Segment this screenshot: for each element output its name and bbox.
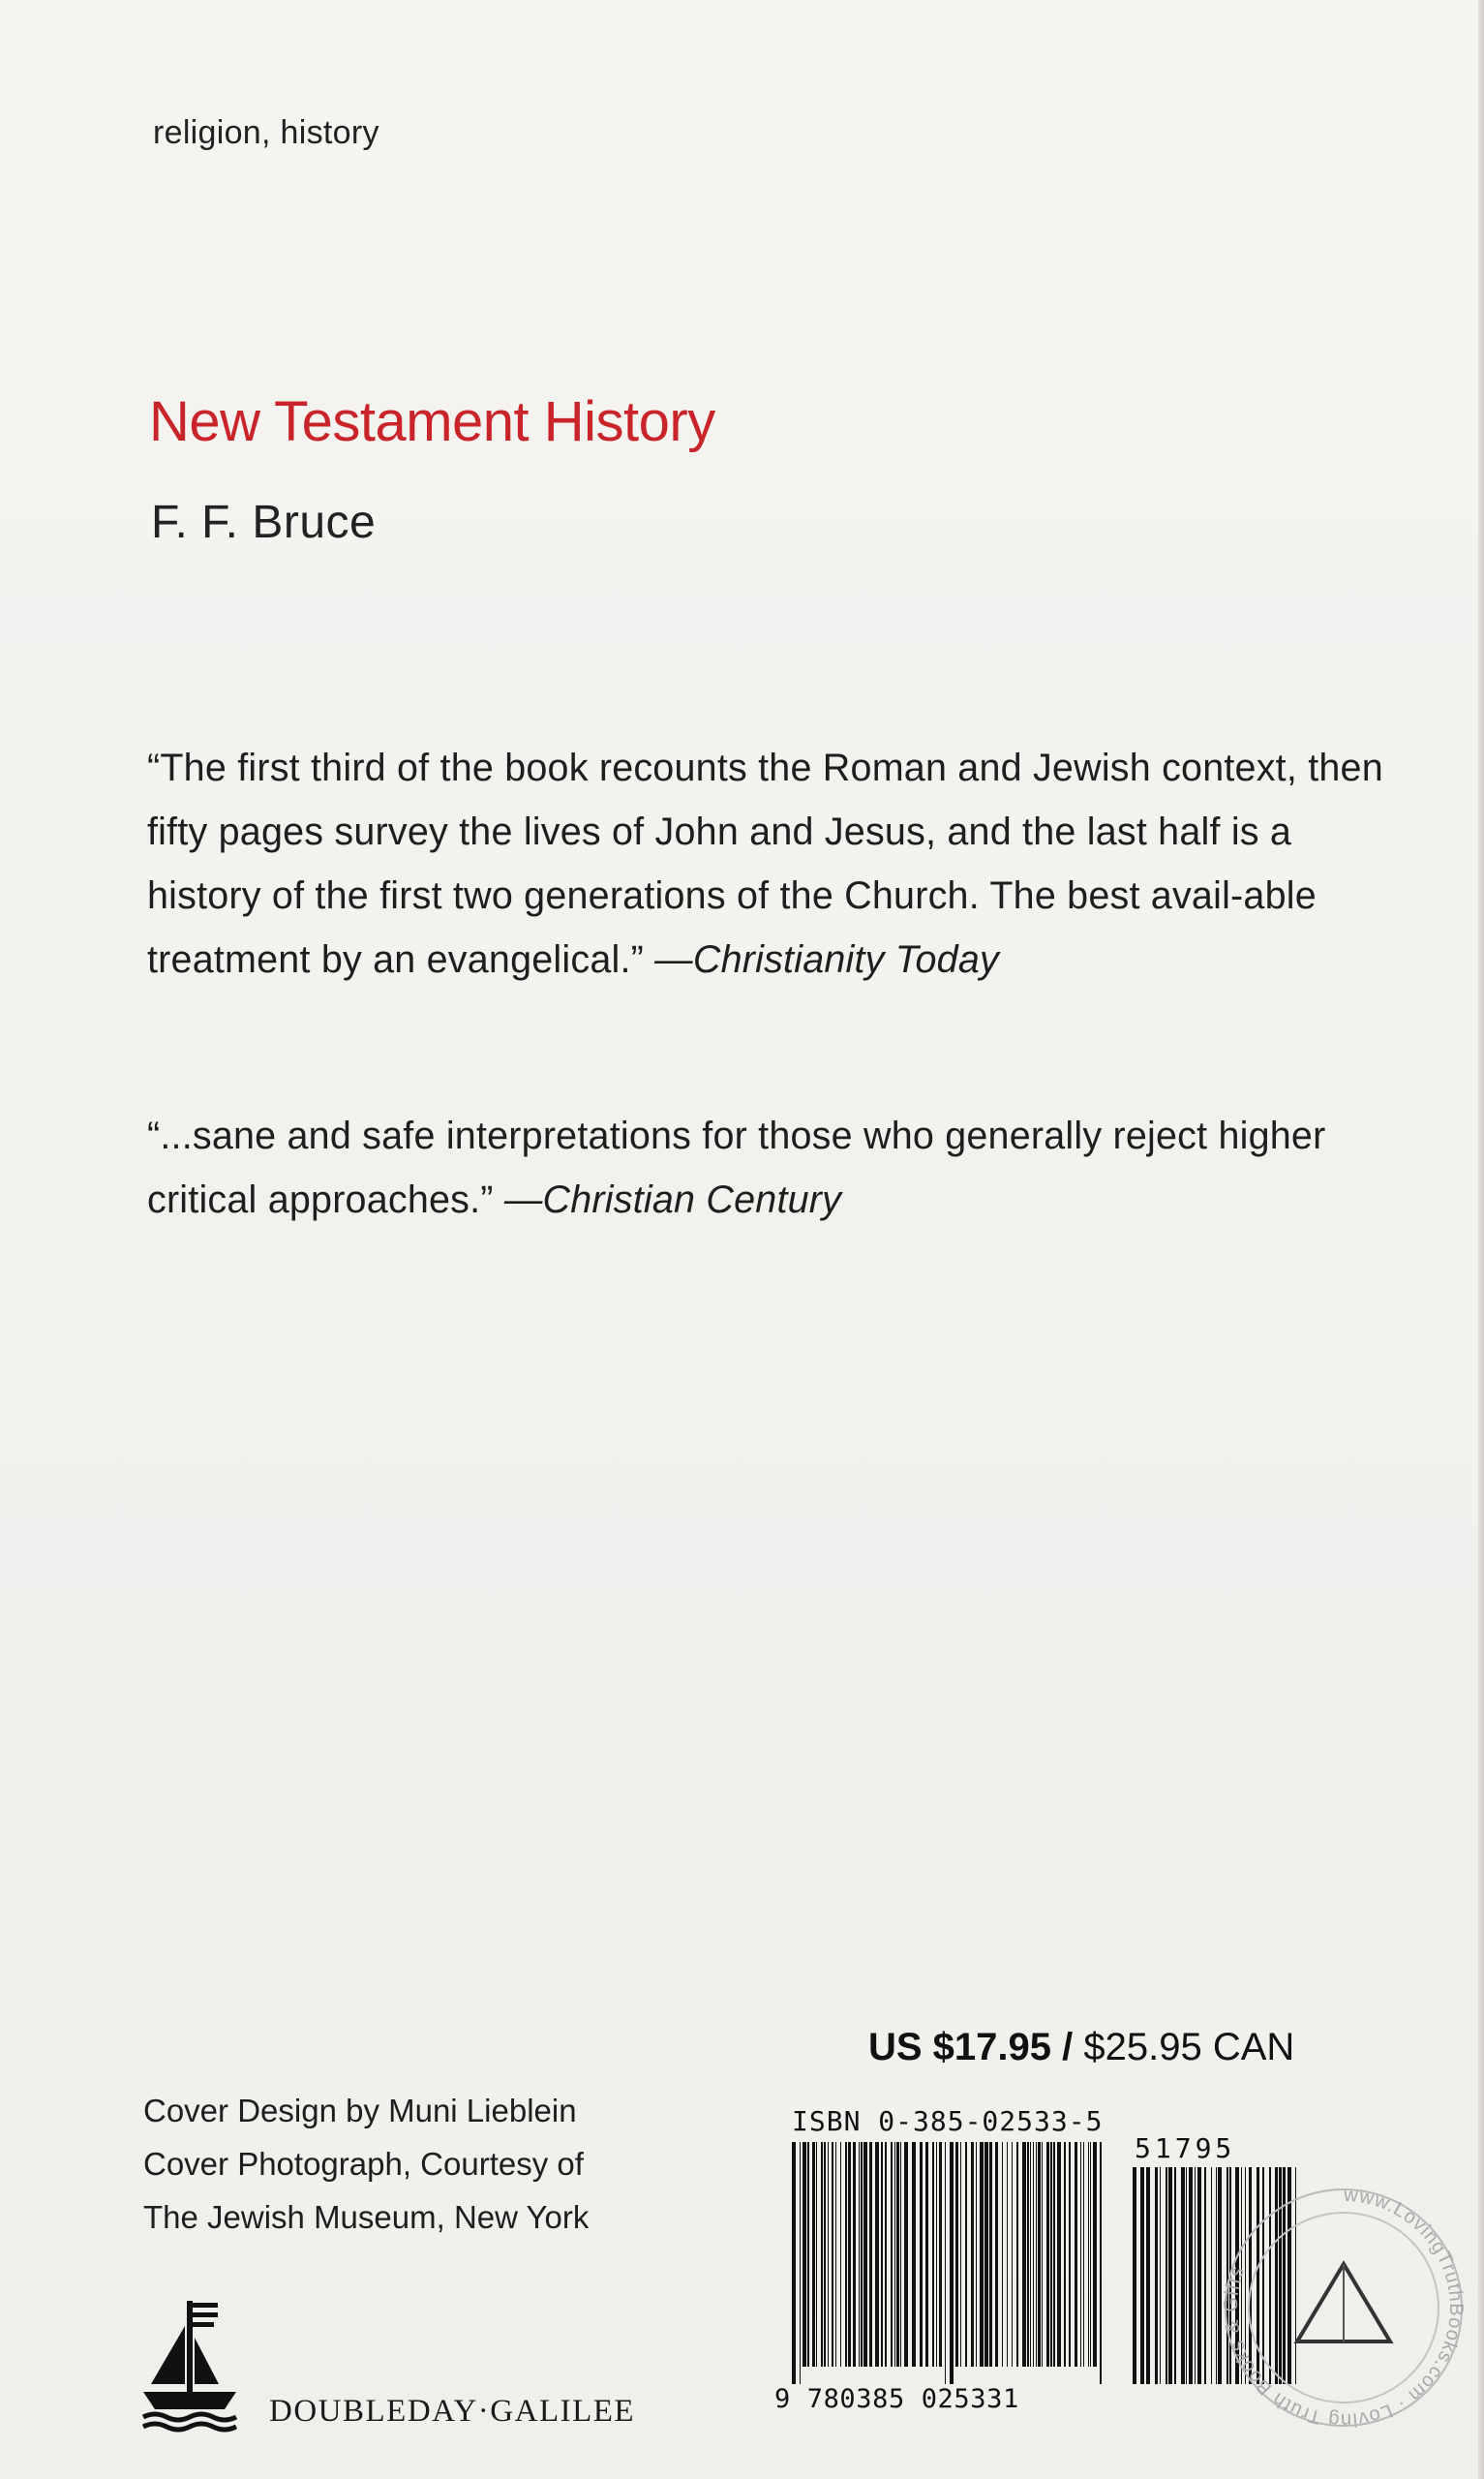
barcode-bar bbox=[861, 2142, 863, 2367]
barcode-bar bbox=[971, 2142, 974, 2367]
barcode-addon-number: 51795 bbox=[1135, 2132, 1236, 2164]
barcode-bar bbox=[1053, 2142, 1055, 2367]
seal-icon bbox=[1198, 2158, 1484, 2477]
barcode-bar bbox=[885, 2142, 887, 2367]
barcode-bar bbox=[848, 2142, 851, 2367]
barcode-bar bbox=[1140, 2167, 1144, 2384]
barcode-bar bbox=[1016, 2142, 1018, 2367]
barcode-bar bbox=[1189, 2167, 1193, 2384]
barcode-bar bbox=[1133, 2167, 1136, 2384]
barcode-bar bbox=[1088, 2142, 1089, 2367]
barcode-bar bbox=[816, 2142, 817, 2367]
barcode-bar bbox=[1090, 2142, 1091, 2367]
barcode-bar bbox=[1069, 2142, 1071, 2367]
barcode-bar bbox=[1146, 2167, 1150, 2384]
barcode-bar bbox=[1036, 2142, 1037, 2367]
barcode-bar bbox=[807, 2142, 809, 2367]
barcode-bar bbox=[863, 2142, 867, 2367]
barcode-bar bbox=[1168, 2167, 1172, 2384]
barcode-bar bbox=[881, 2142, 883, 2367]
barcode-bar bbox=[891, 2142, 893, 2367]
price-us: US $17.95 / bbox=[868, 2026, 1074, 2068]
barcode-bar bbox=[812, 2142, 815, 2367]
barcode-bar bbox=[1050, 2142, 1052, 2367]
barcode-bar bbox=[965, 2142, 967, 2367]
barcode-bar bbox=[894, 2142, 895, 2367]
barcode-bar bbox=[900, 2142, 901, 2367]
barcode-bar bbox=[1155, 2167, 1158, 2384]
review-quote-1-source: —Christianity Today bbox=[654, 938, 999, 981]
barcode-bar bbox=[1027, 2142, 1029, 2367]
barcode-bar bbox=[1002, 2142, 1003, 2367]
barcode-bar bbox=[1038, 2142, 1041, 2367]
barcode-bar bbox=[925, 2142, 928, 2367]
barcode-bar bbox=[853, 2142, 856, 2367]
barcode-bar bbox=[859, 2142, 860, 2367]
review-quote-2-source: —Christian Century bbox=[503, 1178, 842, 1221]
barcode-bar bbox=[912, 2142, 916, 2367]
barcode-bar bbox=[1075, 2142, 1077, 2367]
barcode-bar bbox=[803, 2142, 806, 2367]
barcode-bar bbox=[1166, 2167, 1167, 2384]
barcode-bar bbox=[1174, 2167, 1176, 2384]
review-quote-2-text: “...sane and safe interpretations for those who generally reject higher critical approaches.” bbox=[147, 1115, 1326, 1221]
barcode-bar bbox=[1046, 2142, 1049, 2367]
barcode-bar bbox=[932, 2142, 934, 2367]
barcode-bar bbox=[995, 2142, 998, 2367]
publisher-name: DOUBLEDAY·GALILEE bbox=[269, 2394, 636, 2429]
barcode-bar bbox=[980, 2142, 984, 2367]
barcode-bar bbox=[1100, 2142, 1102, 2384]
category-label: religion, history bbox=[153, 114, 379, 151]
cover-credits bbox=[143, 2084, 589, 2244]
barcode-bar bbox=[920, 2142, 923, 2367]
barcode-bar bbox=[1012, 2142, 1013, 2367]
barcode-number: 9 780385 025331 bbox=[774, 2384, 1019, 2414]
barcode-bar bbox=[875, 2142, 879, 2367]
barcode-bar bbox=[976, 2142, 977, 2367]
page-edge bbox=[1478, 0, 1484, 2479]
price-can: $25.95 CAN bbox=[1073, 2026, 1295, 2068]
barcode-bar bbox=[1030, 2142, 1031, 2367]
barcode-bar bbox=[896, 2142, 899, 2367]
barcode-bar bbox=[845, 2142, 847, 2367]
barcode-bar bbox=[800, 2142, 801, 2384]
barcode-bar bbox=[821, 2142, 823, 2367]
barcode-bar bbox=[1007, 2142, 1008, 2367]
book-author: F. F. Bruce bbox=[151, 497, 377, 548]
barcode-bar bbox=[1057, 2142, 1061, 2367]
barcode-bar bbox=[1033, 2142, 1034, 2367]
barcode-bar bbox=[904, 2142, 908, 2367]
barcode-bar bbox=[1083, 2142, 1084, 2367]
credit-line: Cover Design by Muni Lieblein bbox=[143, 2093, 577, 2128]
barcode-bar bbox=[1064, 2142, 1066, 2367]
barcode-bar bbox=[1195, 2167, 1196, 2384]
barcode-bar bbox=[989, 2142, 992, 2367]
book-title: New Testament History bbox=[149, 390, 715, 453]
ship-icon bbox=[141, 2297, 238, 2433]
isbn-label: ISBN 0-385-02533-5 bbox=[792, 2105, 1104, 2137]
barcode-bar bbox=[869, 2142, 872, 2367]
barcode-bar bbox=[945, 2142, 946, 2384]
barcode bbox=[792, 2142, 1104, 2384]
review-quote-1-text: “The first third of the book recounts the Roman and Jewish context, then fifty pages survey the lives of John and Jesus, and the last half is a history of the first two generations of the Church. The best avail-able treatment by an evangelical.” bbox=[147, 747, 1383, 981]
barcode-bar bbox=[1080, 2142, 1081, 2367]
barcode-bar bbox=[1022, 2142, 1026, 2367]
barcode-bar bbox=[950, 2142, 954, 2384]
barcode-bar bbox=[824, 2142, 826, 2367]
watermark-text: www.LovingTruthBooks.com · Loving Truth Books & Gifts bbox=[1220, 2184, 1468, 2432]
price-label bbox=[868, 2026, 1294, 2069]
credit-line: The Jewish Museum, New York bbox=[143, 2199, 590, 2235]
barcode-bar bbox=[835, 2142, 836, 2367]
barcode-bar bbox=[960, 2142, 961, 2367]
review-quote-2 bbox=[147, 1104, 1406, 1232]
credit-line: Cover Photograph, Courtesy of bbox=[143, 2146, 584, 2182]
barcode-bar bbox=[936, 2142, 937, 2367]
barcode-bar bbox=[939, 2142, 942, 2367]
barcode-bar bbox=[955, 2142, 958, 2367]
barcode-bar bbox=[828, 2142, 829, 2367]
barcode-bar bbox=[984, 2142, 988, 2367]
barcode-bar bbox=[1186, 2167, 1187, 2384]
barcode-bar bbox=[1093, 2142, 1097, 2367]
barcode-bar bbox=[840, 2142, 841, 2367]
review-quote-1 bbox=[147, 736, 1406, 992]
barcode-bar bbox=[1042, 2142, 1043, 2367]
barcode-bar bbox=[1160, 2167, 1161, 2384]
barcode-bar bbox=[792, 2142, 796, 2384]
barcode-bar bbox=[832, 2142, 833, 2367]
barcode-bar bbox=[1181, 2167, 1185, 2384]
